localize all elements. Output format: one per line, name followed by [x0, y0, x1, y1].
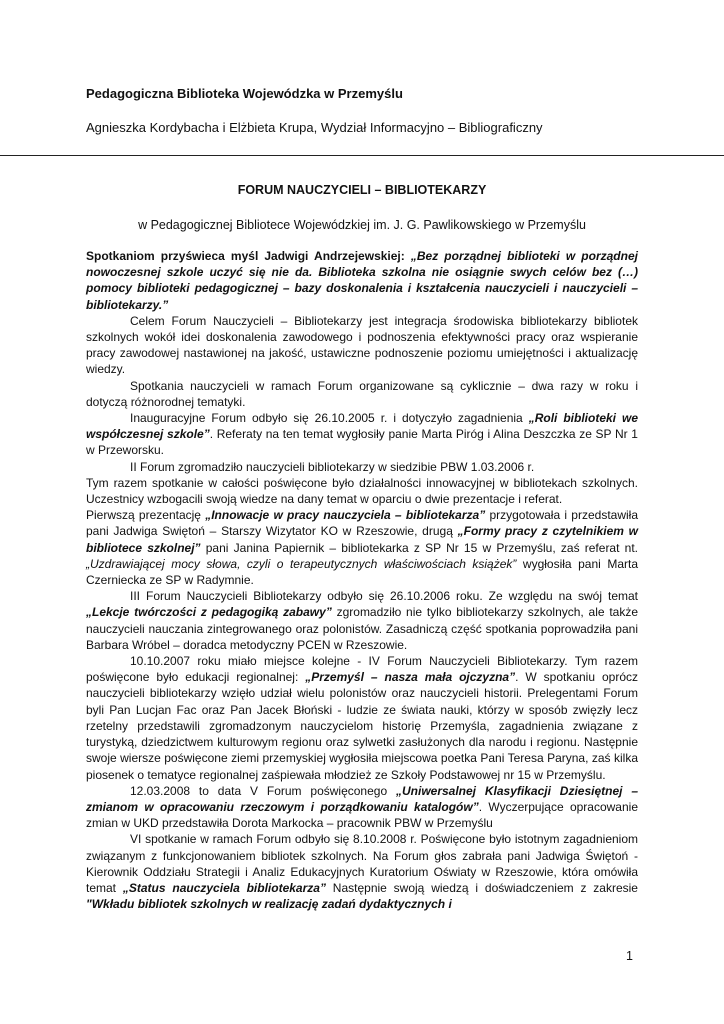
text-span: 10.10.2007 roku miało miejsce kolejne - IV Forum Nauczycieli Bibliotekarzy. Tym razem poświęcone było edukacji regionalnej: [86, 654, 638, 685]
topic-title: „Przemyśl – nasza mała ojczyzna” [305, 670, 516, 685]
page-number: 1 [626, 949, 633, 963]
paragraph-forum-3 [86, 588, 638, 653]
topic-title: „Lekcje twórczości z pedagogiką zabawy” [86, 605, 332, 620]
text-span: przygotowała i przedstawiła pani Jadwiga Swiętoń – Starszy Wizytator KO w Rzeszowie, drugą [86, 508, 639, 539]
paragraph-forum-5 [86, 783, 638, 832]
topic-title: „Uzdrawiającej mocy słowa, czyli o terapeutycznych właściwościach książek” [86, 556, 517, 571]
text-span: III Forum Nauczycieli Bibliotekarzy odbyło się 26.10.2006 roku. Ze względu na swój temat [130, 589, 638, 604]
header-divider [0, 155, 724, 156]
motto-lead: Spotkaniom przyświeca myśl Jadwigi Andrzejewskiej: [86, 249, 405, 263]
motto-quote: „Bez porządnej biblioteki w porządnej nowoczesnej szkole uczyć się nie da. Biblioteka szkolna nie osiągnie swych celów bez (…) pomocy biblioteki pedagogicznej – bazy doskonalenia i kształcenia nauczycieli i nauczycieli –bibliotekarzy.” [86, 249, 638, 312]
text-span: . Referaty na ten temat wygłosiły panie Marta Piróg i Alina Deszczka ze SP Nr 1 w Przeworsku. [86, 427, 638, 458]
text-span: VI spotkanie w ramach Forum odbyło się 8.10.2008 r. Poświęcone było istotnym zagadnieniom związanym z funkcjonowaniem bibliotek szkolnych. Na Forum głos zabrała pani Jadwiga Świętoń - Kierownik Oddziału Strategii i Analiz Edukacyjnych Kuratorium Oświaty w Rzeszowie, która omówiła temat [86, 832, 638, 895]
text-span: pani Janina Papiernik – bibliotekarka z SP Nr 15 w Przemyślu, zaś referat nt. [200, 540, 638, 555]
paragraph-forum-1 [86, 410, 638, 459]
paragraph-forum-2-intro: II Forum zgromadziło nauczycieli bibliotekarzy w siedzibie PBW 1.03.2006 r. [130, 459, 535, 474]
topic-title: „Uniwersalnej Klasyfikacji Dziesiętnej – zmianom w opracowaniu rzeczowym i porządkowaniu katalogów” [86, 783, 638, 814]
paragraph-forum-6 [86, 831, 638, 912]
topic-title: „Roli biblioteki we współczesnej szkole” [86, 411, 638, 442]
institution-name: Pedagogiczna Biblioteka Wojewódzka w Przemyślu [86, 86, 403, 101]
authors-line: Agnieszka Kordybacha i Elżbieta Krupa, Wydział Informacyjno – Bibliograficzny [86, 120, 543, 135]
text-span: 12.03.2008 to data V Forum poświęconego [130, 783, 396, 798]
document-subtitle: w Pedagogicznej Bibliotece Wojewódzkiej im. J. G. Pawlikowskiego w Przemyślu [138, 218, 586, 232]
text-span: wygłosiła pani Marta Czerniecka ze SP w Radymnie. [86, 556, 638, 588]
paragraph-motto [86, 248, 638, 313]
paragraph-forum-4 [86, 653, 638, 783]
topic-title: „Formy pracy z czytelnikiem w bibliotece szkolnej” [86, 524, 639, 555]
text-span: . W spotkaniu oprócz nauczycieli bibliotekarzy wzięło udział wielu polonistów oraz nauczycieli historii. Prelegentami Forum byli Pan Lucjan Fac oraz Pan Jacek Błoński - ludzie ze świata nauki, którzy w sposób zwięzły lecz rzetelny przedstawili zgromadzonym nauczycielom historię Przemyśla, zagadnienia związane z turystyką, dziedzictwem kulturowym regionu oraz sylwetki zasłużonych dla narodu i regionu. Następnie swoje wiersze poświęcone ziemi przemyskiej wygłosiła miejscowa poetka Pani Teresa Paryna, zaś kilka piosenek o tematyce regionalnej zaśpiewała młodzież ze Szkoły Podstawowej nr 15 w Przemyślu. [86, 670, 638, 782]
text-span: Następnie swoją wiedzą i doświadczeniem z zakresie [325, 880, 638, 895]
topic-title: „Status nauczyciela bibliotekarza” [122, 880, 326, 895]
paragraph-forum-2-summary: Tym razem spotkanie w całości poświęcone było działalności innowacyjnej w bibliotekach szkolnych. Uczestnicy wzbogacili swoją wiedze na dany temat w oparciu o dwie prezentacje i referat. [86, 475, 638, 507]
topic-title: "Wkładu bibliotek szkolnych w realizację zadań dydaktycznych i [86, 897, 452, 912]
document-title: FORUM NAUCZYCIELI – BIBLIOTEKARZY [237, 183, 487, 197]
paragraph-goal: Celem Forum Nauczycieli – Bibliotekarzy jest integracja środowiska bibliotekarzy bibliotek szkolnych wokół idei doskonalenia zawodowego i podnoszenia efektywności pracy oraz wspieranie pracy zawodowej nastawionej na jakość, ustawiczne podnoszenie poziomu umiejętności i aktualizację wiedzy. [86, 313, 638, 377]
text-span: Pierwszą prezentację [86, 508, 206, 523]
topic-title: „Innowacje w pracy nauczyciela – bibliotekarza” [205, 508, 486, 523]
text-span: zgromadziło nie tylko bibliotekarzy szkolnych, ale także nauczycieli nauczania zintegrowanego oraz polonistów. Zasadniczą część spotkania poprowadziła pani Barbara Wróbel – doradca metodyczny PCEN w Rzeszowie. [86, 605, 639, 652]
paragraph-meetings: Spotkania nauczycieli w ramach Forum organizowane są cyklicznie – dwa razy w roku i dotyczą różnorodnej tematyki. [86, 378, 638, 409]
text-span: . Wyczerpujące opracowanie zmian w UKD przedstawiła Dorota Markocka – pracownik PBW w Przemyślu [86, 799, 638, 831]
document-body [86, 248, 638, 912]
paragraph-forum-2-details [86, 507, 638, 588]
text-span: Inauguracyjne Forum odbyło się 26.10.2005 r. i dotyczyło zagadnienia [130, 411, 529, 426]
